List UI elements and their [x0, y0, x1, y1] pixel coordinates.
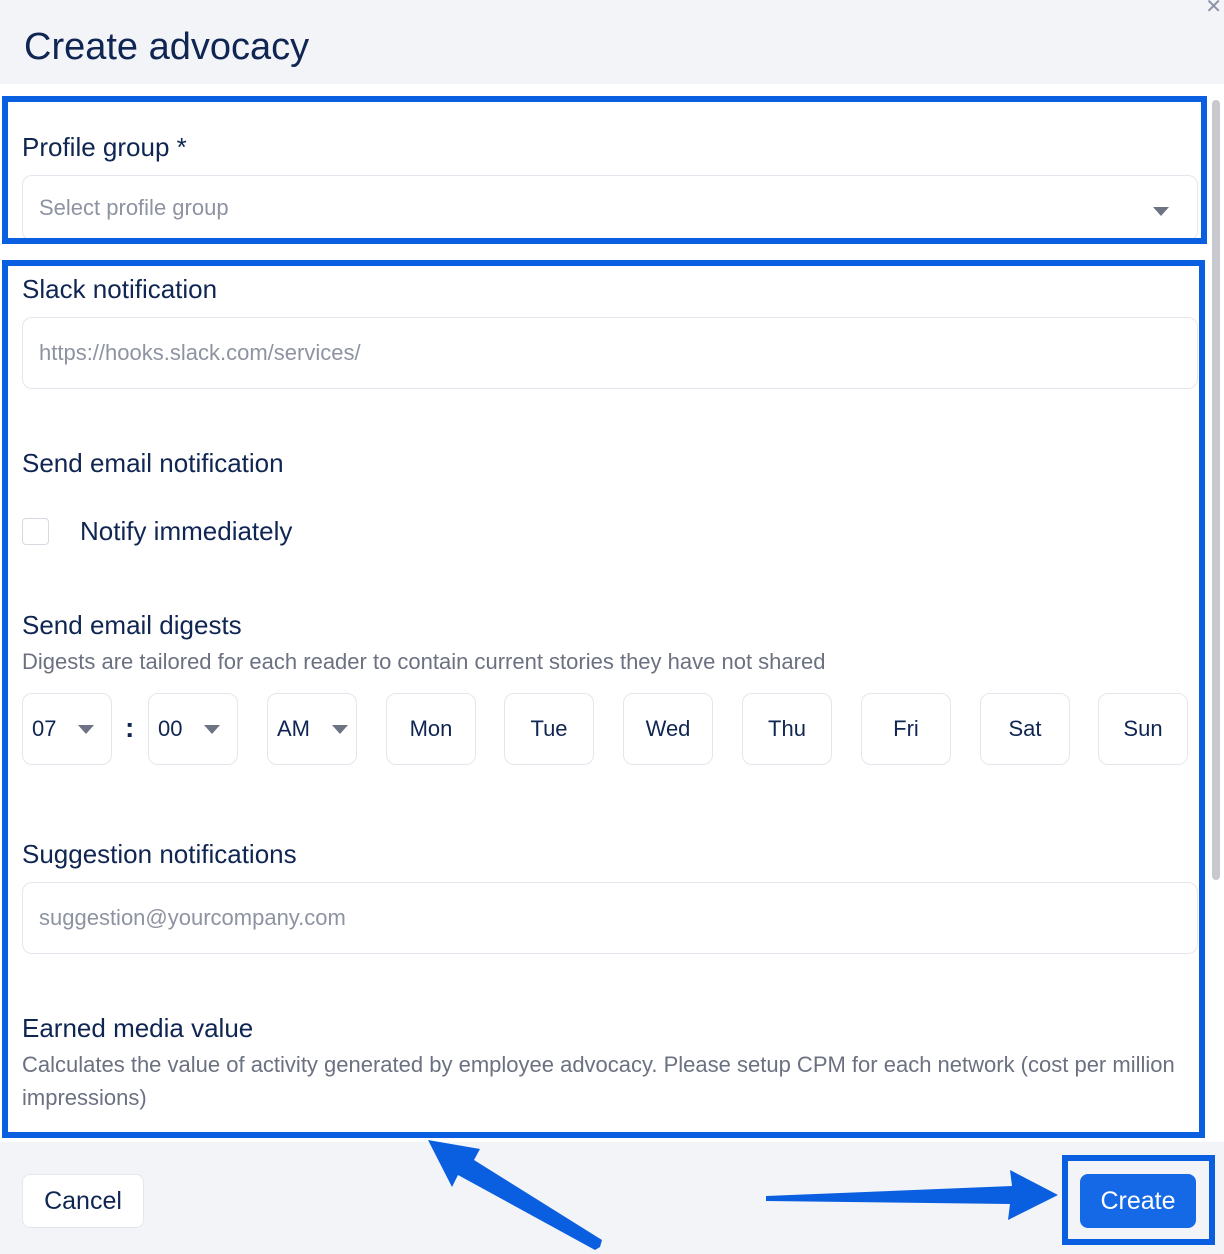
minute-value: 00 [158, 716, 183, 741]
modal-title: Create advocacy [24, 26, 310, 68]
profile-group-placeholder: Select profile group [39, 195, 229, 220]
time-separator: : [125, 712, 135, 743]
earned-media-description: Calculates the value of activity generated by employee advocacy. Please setup CPM for each network (cost per million impressions) [22, 1052, 1175, 1110]
email-digests-description: Digests are tailored for each reader to contain current stories they have not shared [22, 649, 826, 674]
day-button-sun[interactable]: Sun [1098, 693, 1188, 765]
arrow-icon [428, 1140, 602, 1250]
close-icon[interactable]: ✕ [1205, 0, 1222, 18]
day-button-thu[interactable]: Thu [742, 693, 832, 765]
day-button-tue[interactable]: Tue [504, 693, 594, 765]
suggestion-placeholder: suggestion@yourcompany.com [39, 905, 346, 930]
profile-group-label: Profile group * [22, 132, 187, 162]
highlight-profile-group [2, 96, 1207, 244]
earned-media-label: Earned media value [22, 1013, 254, 1043]
day-button-wed[interactable]: Wed [623, 693, 713, 765]
period-value: AM [277, 716, 310, 741]
email-digests-label: Send email digests [22, 610, 242, 640]
hour-value: 07 [32, 716, 57, 741]
day-button-sat[interactable]: Sat [980, 693, 1070, 765]
notify-immediately-label[interactable]: Notify immediately [80, 516, 293, 546]
day-button-fri[interactable]: Fri [861, 693, 951, 765]
highlight-notification-settings [2, 260, 1205, 1138]
day-button-mon[interactable]: Mon [386, 693, 476, 765]
slack-label: Slack notification [22, 274, 218, 304]
scrollbar[interactable] [1212, 100, 1220, 880]
email-notification-label: Send email notification [22, 448, 284, 478]
arrow-icon [766, 1170, 1058, 1220]
create-button[interactable]: Create [1080, 1174, 1196, 1228]
cancel-button[interactable]: Cancel [22, 1174, 144, 1228]
suggestion-label: Suggestion notifications [22, 839, 297, 869]
slack-placeholder: https://hooks.slack.com/services/ [39, 340, 361, 365]
